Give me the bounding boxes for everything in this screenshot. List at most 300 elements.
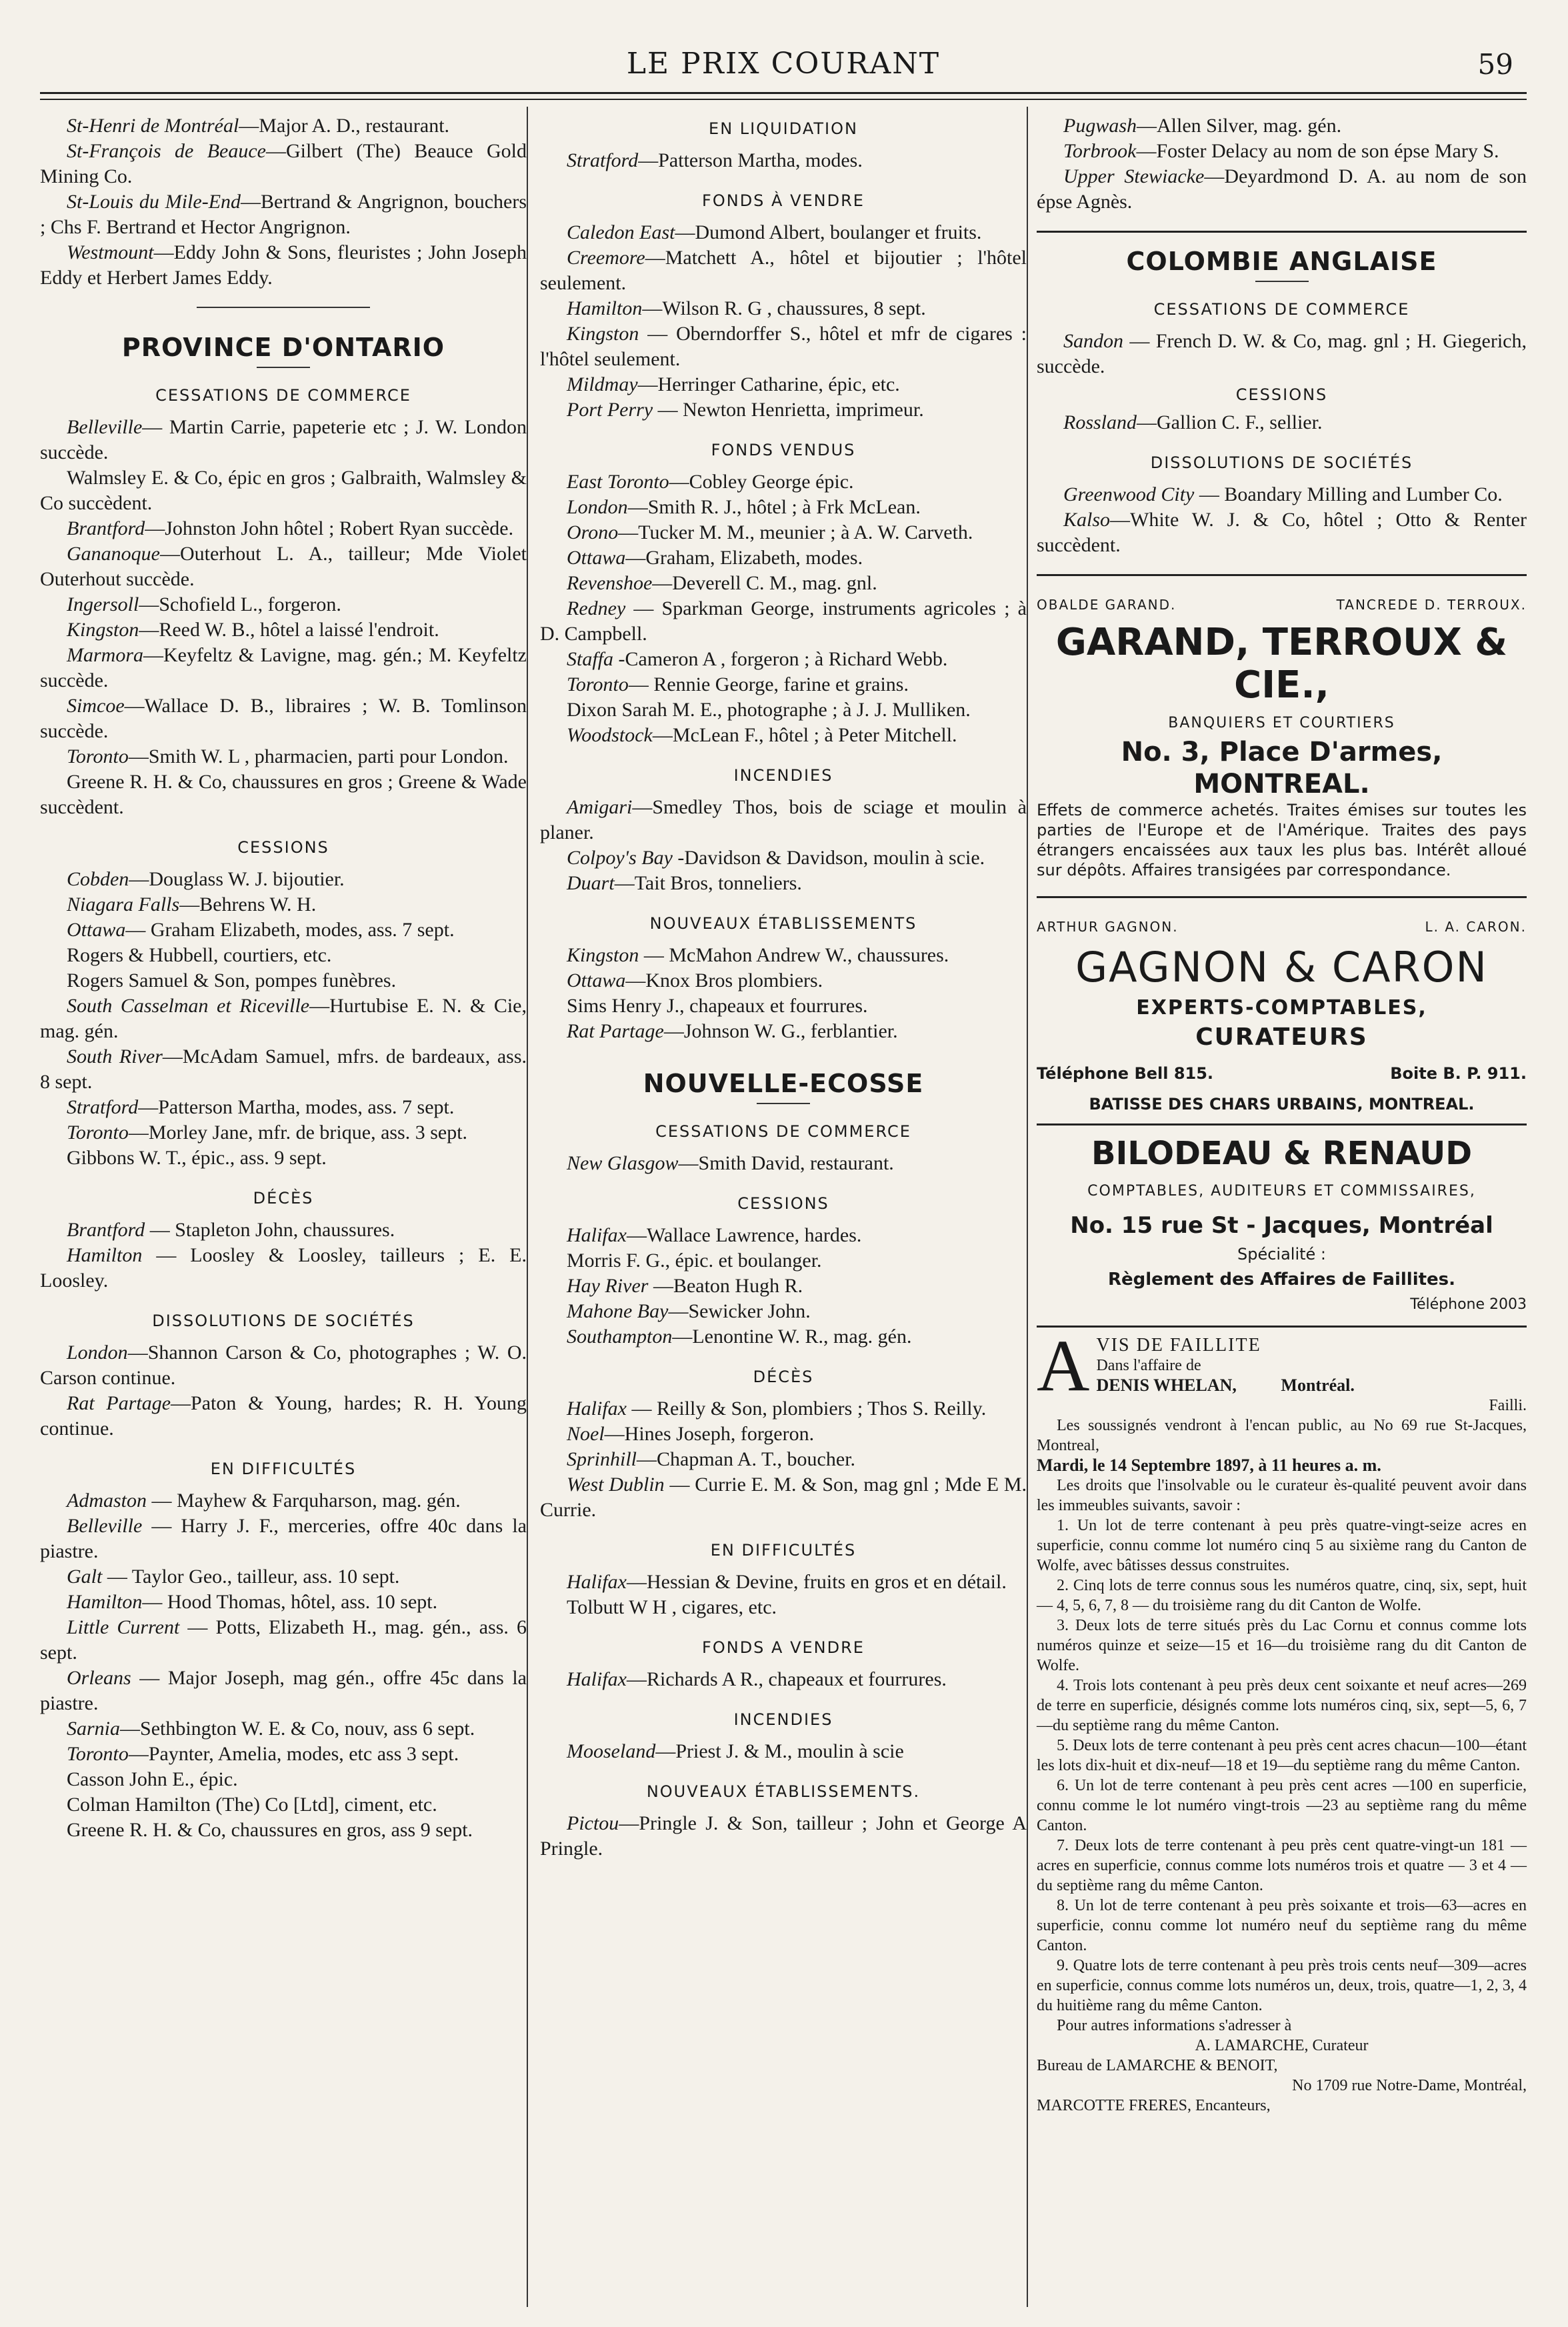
column-divider-2 (1027, 107, 1028, 2307)
listing-text: —Deyardmond D. A. au nom de son épse Agnès. (1037, 165, 1527, 213)
listing-place: Southampton (567, 1326, 673, 1348)
listing-entry (540, 296, 1027, 321)
listing-text: — Sparkman George, instruments agricoles ; à D. Campbell. (540, 597, 1027, 645)
listing-text: — Newton Henrietta, imprimeur. (653, 399, 924, 421)
listing-place: Ottawa (567, 547, 626, 569)
listing-entry (40, 1218, 527, 1243)
listing-entry (540, 1739, 1027, 1764)
listing-entry (40, 592, 527, 617)
listing-entry (540, 1274, 1027, 1299)
section-heading: FONDS A VENDRE (702, 1638, 865, 1657)
listing-place: Upper Stewiacke (1063, 165, 1205, 187)
listing-entry (1037, 482, 1527, 507)
listing-entry (540, 1248, 1027, 1274)
listing-entry (40, 1488, 527, 1514)
separator-rule (1037, 574, 1527, 576)
listing-entry (540, 647, 1027, 672)
section-heading: DÉCÈS (253, 1189, 314, 1208)
listing-place: Toronto (67, 745, 129, 767)
listing-place: Halifax (567, 1398, 627, 1420)
column-2 (540, 113, 1027, 1862)
listing-entry (40, 693, 527, 744)
listing-place: Kingston (567, 944, 639, 966)
avis-date: Mardi, le 14 Septembre 1897, à 11 heures a. m. (1037, 1456, 1381, 1475)
listing-place: Orleans (67, 1667, 131, 1689)
listing-text: —Behrens W. H. (179, 893, 317, 915)
listing-place: Toronto (67, 1743, 129, 1765)
listing-text: —Herringer Catharine, épic, etc. (637, 373, 900, 395)
section-heading: CESSATIONS DE COMMERCE (1153, 300, 1410, 319)
listing-place: Belleville (67, 416, 143, 438)
listing-place: Duart (567, 872, 615, 894)
listing-text: —White W. J. & Co, hôtel ; Otto & Renter succèdent. (1037, 509, 1527, 556)
listing-entry (40, 867, 527, 892)
listing-entry (540, 1447, 1027, 1472)
listing-place: Toronto (67, 1121, 129, 1143)
listing-text: —Tait Bros, tonneliers. (614, 872, 802, 894)
listing-text: —Major A. D., restaurant. (239, 115, 450, 137)
listing-text: —Priest J. & M., moulin à scie (655, 1740, 904, 1762)
listing-entry (40, 1742, 527, 1767)
listing-entry (540, 220, 1027, 245)
listing-text: — Oberndorffer S., hôtel et mfr de cigares : l'hôtel seulement. (540, 323, 1027, 370)
listing-entry (540, 545, 1027, 571)
listing-place: Mildmay (567, 373, 638, 395)
listing-text: —Matchett A., hôtel et bijoutier ; l'hôtel seulement. (540, 247, 1027, 294)
listing-text: Sims Henry J., chapeaux et fourrures. (567, 995, 868, 1017)
listing-place: Admaston (67, 1490, 147, 1512)
listing-text: — Hood Thomas, hôtel, ass. 10 sept. (142, 1591, 438, 1613)
section-heading: DÉCÈS (753, 1368, 814, 1386)
listing-entry (40, 113, 527, 139)
listing-entry (540, 469, 1027, 495)
partner-right: TANCREDE D. TERROUX. (1336, 597, 1527, 613)
section-heading: FONDS VENDUS (711, 441, 856, 459)
listing-place: Hay River (567, 1275, 649, 1297)
listing-place: New Glasgow (567, 1152, 679, 1174)
header-rule-2 (40, 99, 1527, 100)
section-heading: EN DIFFICULTÉS (710, 1541, 857, 1560)
partner-left: OBALDE GARAND. (1037, 597, 1177, 613)
listing-entry (540, 795, 1027, 845)
specialite-label: Spécialité : (1237, 1245, 1327, 1264)
listing-entry (40, 415, 527, 465)
listing-entry (40, 189, 527, 240)
firm-subtitle: EXPERTS-COMPTABLES, (1136, 996, 1427, 1019)
listing-place: Rat Partage (567, 1020, 664, 1042)
listing-place: London (567, 496, 628, 518)
firm-address: No. 3, Place D'armes, MONTREAL. (1121, 737, 1443, 799)
column-1 (40, 113, 527, 1843)
listing-text: —Richards A R., chapeaux et fourrures. (627, 1668, 947, 1690)
listing-text: Rogers & Hubbell, courtiers, etc. (67, 944, 332, 966)
listing-text: — Graham Elizabeth, modes, ass. 7 sept. (125, 919, 455, 941)
section-heading: DISSOLUTIONS DE SOCIÉTÉS (1150, 453, 1413, 472)
listing-text: — Stapleton John, chaussures. (145, 1219, 395, 1241)
listing-entry (540, 943, 1027, 968)
listing-place: South River (67, 1045, 163, 1067)
listing-text: — Mayhew & Farquharson, mag. gén. (147, 1490, 461, 1512)
listing-place: Galt (67, 1566, 103, 1588)
colombie-anglaise-heading: COLOMBIE ANGLAISE (1126, 247, 1437, 276)
lot-item: 4. Trois lots contenant à peu près deux cent soixante et neuf acres—269 de terre en superficie, désignés comme lots numéros cinq, six, sept—5, 6, 7—du septième rang du même Canton. (1037, 1677, 1527, 1734)
listing-place: Hamilton (567, 297, 643, 319)
listing-place: Sandon (1063, 330, 1123, 352)
listing-place: Toronto (567, 673, 629, 695)
listing-text: —Deverell C. M., mag. gnl. (652, 572, 877, 594)
listing-text: —McAdam Samuel, mfrs. de bardeaux, ass. 8 sept. (40, 1045, 527, 1093)
listing-place: Kingston (67, 619, 139, 641)
listing-entry (540, 372, 1027, 397)
listing-entry (540, 1299, 1027, 1324)
listing-place: Mahone Bay (567, 1300, 669, 1322)
listing-text: Colman Hamilton (The) Co [Ltd], ciment, etc. (67, 1794, 437, 1816)
partner-right: L. A. CARON. (1425, 919, 1527, 935)
listing-entry (40, 1514, 527, 1564)
listing-place: Brantford (67, 517, 145, 539)
listing-entry (40, 1590, 527, 1615)
listing-entry (40, 1095, 527, 1120)
listing-entry (40, 1044, 527, 1095)
section-heading: NOUVEAUX ÉTABLISSEMENTS. (646, 1782, 921, 1801)
listing-text: —Sethbington W. E. & Co, nouv, ass 6 sept. (120, 1718, 475, 1740)
listing-entry (540, 1151, 1027, 1176)
listing-text: —Eddy John & Sons, fleuristes ; John Joseph Eddy et Herbert James Eddy. (40, 241, 527, 289)
building-address: BATISSE DES CHARS URBAINS, MONTREAL. (1089, 1095, 1475, 1113)
listing-text: —Johnston John hôtel ; Robert Ryan succède. (145, 517, 514, 539)
phone-number: Téléphone Bell 815. (1037, 1064, 1214, 1083)
listing-entry (40, 993, 527, 1044)
listing-text: —Smith R. J., hôtel ; à Frk McLean. (627, 496, 921, 518)
specialite-text: Règlement des Affaires de Faillites. (1107, 1270, 1456, 1290)
listing-place: Amigari (567, 796, 633, 818)
failli-label: Failli. (1489, 1397, 1527, 1414)
listing-entry (540, 148, 1027, 173)
listing-place: Ingersoll (67, 593, 139, 615)
listing-text: — Rennie George, farine et grains. (628, 673, 909, 695)
listing-text: Walmsley E. & Co, épic en gros ; Galbraith, Walmsley & Co succèdent. (40, 467, 527, 514)
listing-place: Simcoe (67, 695, 125, 717)
listing-place: Staffa (567, 648, 614, 670)
listing-entry (540, 1570, 1027, 1595)
listing-text: —Douglass W. J. bijoutier. (129, 868, 345, 890)
firm-subtitle: BANQUIERS ET COURTIERS (1168, 715, 1395, 731)
lot-item: 9. Quatre lots de terre contenant à peu près trois cents neuf—309—acres en superficie, connus comme lots numéros un, deux, trois, quatre—1, 2, 3, 4 du huitième rang du même Canton. (1037, 1957, 1527, 2014)
listing-entry (540, 1396, 1027, 1422)
separator-rule (1037, 1326, 1527, 1328)
partner-names (1037, 592, 1527, 617)
listing-place: Brantford (67, 1219, 145, 1241)
listing-text: —Hines Joseph, forgeron. (604, 1423, 815, 1445)
signature: MARCOTTE FRERES, Encanteurs, (1037, 2097, 1271, 2114)
section-heading: INCENDIES (733, 1710, 833, 1729)
listing-place: Rat Partage (67, 1392, 171, 1414)
listing-entry (40, 1716, 527, 1742)
listing-entry (1037, 329, 1527, 379)
listing-place: Revenshoe (567, 572, 653, 594)
listing-text: Tolbutt W H , cigares, etc. (567, 1596, 777, 1618)
listing-text: Greene R. H. & Co, chaussures en gros, ass 9 sept. (67, 1819, 473, 1841)
listing-place: Orono (567, 521, 619, 543)
listing-text: —Schofield L., forgeron. (139, 593, 341, 615)
listing-entry (40, 917, 527, 943)
listing-text: —Pringle J. & Son, tailleur ; John et George A Pringle. (540, 1812, 1027, 1860)
listing-entry (40, 769, 527, 820)
short-rule (757, 1103, 810, 1104)
listing-place: Belleville (67, 1515, 143, 1537)
header-rule (40, 92, 1527, 94)
listing-place: Little Current (67, 1616, 180, 1638)
listing-text: —Smith W. L , pharmacien, parti pour London. (128, 745, 509, 767)
section-heading: CESSATIONS DE COMMERCE (655, 1122, 911, 1141)
listing-place: St-Henri de Montréal (67, 115, 239, 137)
listing-place: Hamilton (67, 1591, 143, 1613)
listing-entry (40, 465, 527, 516)
section-heading: EN DIFFICULTÉS (210, 1460, 357, 1478)
signature: Bureau de LAMARCHE & BENOIT, (1037, 2057, 1278, 2074)
listing-entry (540, 245, 1027, 296)
section-heading: INCENDIES (733, 766, 833, 785)
partner-names (1037, 914, 1527, 939)
listing-place: Kalso (1063, 509, 1111, 531)
avis-line: Dans l'affaire de (1096, 1357, 1201, 1374)
listing-entry (540, 845, 1027, 871)
listing-place: St-François de Beauce (67, 140, 266, 162)
section-heading: CESSATIONS DE COMMERCE (155, 386, 411, 405)
listing-place: Halifax (567, 1668, 627, 1690)
listing-entry (540, 993, 1027, 1019)
lot-item: 2. Cinq lots de terre connus sous les numéros quatre, cinq, six, sept, huit — 4, 5, 6, 7, 8 — du troisième rang du dit Canton de Wolfe. (1037, 1577, 1527, 1614)
listing-entry (540, 1324, 1027, 1350)
listing-place: Ottawa (567, 969, 626, 991)
section-heading: NOUVEAUX ÉTABLISSEMENTS (649, 914, 917, 933)
listing-text: — Reilly & Son, plombiers ; Thos S. Reilly. (627, 1398, 987, 1420)
signature: A. LAMARCHE, Curateur (1195, 2037, 1369, 2054)
contact-row (1037, 1061, 1527, 1086)
listing-entry (540, 697, 1027, 723)
section-heading: FONDS À VENDRE (702, 191, 865, 210)
drop-cap: A (1037, 1325, 1090, 1406)
listing-place: Port Perry (567, 399, 653, 421)
listing-text: — Taylor Geo., tailleur, ass. 10 sept. (102, 1566, 400, 1588)
listing-text: —Cobley George épic. (669, 471, 854, 493)
section-heading: CESSIONS (1235, 385, 1328, 404)
listing-place: Colpoy's Bay (567, 847, 673, 869)
listing-entry (40, 943, 527, 968)
listing-text: —Knox Bros plombiers. (625, 969, 823, 991)
listing-place: West Dublin (567, 1474, 665, 1496)
listing-text: —McLean F., hôtel ; à Peter Mitchell. (652, 724, 957, 746)
listing-entry (540, 495, 1027, 520)
lot-item: 7. Deux lots de terre contenant à peu près cent quatre-vingt-un 181 — acres en superficie, connus comme lots numéros trois et quatre — 3 et 4 — du septième rang du même Canton. (1037, 1837, 1527, 1894)
listing-place: Sarnia (67, 1718, 121, 1740)
listing-text: — Loosley & Loosley, tailleurs ; E. E. Loosley. (40, 1244, 527, 1292)
firm-name: BILODEAU & RENAUD (1091, 1135, 1473, 1172)
avis-title: VIS DE FAILLITE (1096, 1335, 1261, 1356)
listing-place: Noel (567, 1423, 605, 1445)
listing-text: — Currie E. M. & Son, mag gnl ; Mde E M. Currie. (540, 1474, 1027, 1521)
page-number: 59 (1477, 48, 1513, 81)
listing-place: St-Louis du Mile-End (67, 191, 241, 213)
column-3 (1037, 113, 1527, 2116)
listing-place: East Toronto (567, 471, 669, 493)
listing-entry (40, 617, 527, 643)
advertisement-garand-terroux (1037, 592, 1527, 880)
page-header (40, 47, 1527, 87)
firm-name: GARAND, TERROUX & CIE., (1055, 621, 1508, 707)
lot-item: 6. Un lot de terre contenant à peu près cent acres —100 en superficie, connu comme le lot numéro vingt-trois —23 au septième rang du même Canton. (1037, 1777, 1527, 1834)
listing-text: —Sewicker John. (668, 1300, 811, 1322)
listing-text: —Wallace D. B., libraires ; W. B. Tomlinson succède. (40, 695, 527, 742)
listing-place: Kingston (567, 323, 639, 345)
listing-text: —Tucker M. M., meunier ; à A. W. Carveth. (618, 521, 973, 543)
listing-text: —Paton & Young, hardes; R. H. Young continue. (40, 1392, 527, 1440)
listing-text: —Paynter, Amelia, modes, etc ass 3 sept. (128, 1743, 459, 1765)
listing-entry (540, 397, 1027, 423)
firm-subtitle-2: CURATEURS (1195, 1023, 1368, 1051)
partner-left: ARTHUR GAGNON. (1037, 919, 1179, 935)
listing-text: —Allen Silver, mag. gén. (1137, 115, 1342, 137)
listing-text: —Keyfeltz & Lavigne, mag. gén.; M. Keyfeltz succède. (40, 644, 527, 691)
listing-text: Gibbons W. T., épic., ass. 9 sept. (67, 1147, 327, 1169)
avis-paragraph: Les droits que l'insolvable ou le curateur ès-qualité peuvent avoir dans les immeubles suivants, savoir : (1037, 1477, 1527, 1514)
listing-text: —Patterson Martha, modes, ass. 7 sept. (138, 1096, 455, 1118)
listing-text: —Smith David, restaurant. (678, 1152, 894, 1174)
listing-entry (40, 541, 527, 592)
listing-text: —Outerhout L. A., tailleur; Mde Violet Outerhout succède. (40, 543, 527, 590)
listing-place: Gananoque (67, 543, 160, 565)
listing-place: Rossland (1063, 411, 1137, 433)
listing-text: —Beaton Hugh R. (648, 1275, 803, 1297)
listing-entry (540, 1595, 1027, 1620)
listing-text: —Chapman A. T., boucher. (637, 1448, 856, 1470)
listing-text: Rogers Samuel & Son, pompes funèbres. (67, 969, 397, 991)
listing-entry (40, 1666, 527, 1716)
listing-text: — Major Joseph, mag gén., offre 45c dans la piastre. (40, 1667, 527, 1714)
listing-place: Hamilton (67, 1244, 143, 1266)
listing-text: — Potts, Elizabeth H., mag. gén., ass. 6 sept. (40, 1616, 527, 1664)
listing-entry (40, 1615, 527, 1666)
listing-text: —Gallion C. F., sellier. (1137, 411, 1323, 433)
listing-entry (40, 1564, 527, 1590)
bankrupt-city: Montréal. (1281, 1376, 1355, 1395)
listing-place: South Casselman et Riceville (67, 995, 310, 1017)
listing-entry (540, 1422, 1027, 1447)
listing-entry (1037, 507, 1527, 558)
listing-place: Stratford (567, 149, 639, 171)
listing-entry (540, 1667, 1027, 1692)
listing-text: —Gilbert (The) Beauce Gold Mining Co. (40, 140, 527, 187)
listing-place: Pictou (567, 1812, 619, 1834)
lot-item: 1. Un lot de terre contenant à peu près quatre-vingt-seize acres en superficie, connu comme lot numéro cinq 5 au sixième rang du Canton de Wolfe, avec bâtisses dessus construites. (1037, 1517, 1527, 1574)
listing-place: Marmora (67, 644, 144, 666)
listing-entry (540, 571, 1027, 596)
lot-item: 3. Deux lots de terre situés près du Lac Cornu et connus comme lots numéros quinze et seize—15 et 16—du troisième rang du dit Canton de Wolfe. (1037, 1617, 1527, 1674)
listing-entry (40, 516, 527, 541)
listing-entry (40, 1818, 527, 1843)
listing-place: Stratford (67, 1096, 139, 1118)
avis-name-row (1037, 1376, 1527, 1396)
listing-entry (40, 1792, 527, 1818)
column-divider-1 (527, 107, 528, 2307)
nouvelle-ecosse-heading: NOUVELLE-ECOSSE (643, 1069, 924, 1098)
advertisement-bilodeau-renaud (1037, 1132, 1527, 1318)
listing-entry (40, 139, 527, 189)
listing-place: Mooseland (567, 1740, 656, 1762)
listing-place: Cobden (67, 868, 129, 890)
listing-place: Niagara Falls (67, 893, 180, 915)
section-heading: CESSIONS (737, 1194, 829, 1213)
page-title: LE PRIX COURANT (626, 47, 941, 81)
listing-place: Redney (567, 597, 626, 619)
listing-text: —Reed W. B., hôtel a laissé l'endroit. (139, 619, 439, 641)
listing-entry (540, 520, 1027, 545)
listing-place: Greenwood City (1063, 483, 1195, 505)
listing-entry (40, 968, 527, 993)
listing-entry (40, 892, 527, 917)
listing-text: — French D. W. & Co, mag. gnl ; H. Giegerich, succède. (1037, 330, 1527, 377)
listing-entry (540, 1472, 1027, 1523)
separator-rule (1037, 896, 1527, 898)
listing-place: Torbrook (1063, 140, 1137, 162)
listing-entry (1037, 164, 1527, 215)
avis-de-faillite (1037, 1325, 1527, 2116)
listing-entry (40, 1391, 527, 1442)
listing-text: —Bertrand & Angrignon, bouchers ; Chs F. Bertrand et Hector Angrignon. (40, 191, 527, 238)
separator-rule (1037, 231, 1527, 233)
listing-place: London (67, 1342, 128, 1364)
listing-place: Halifax (567, 1571, 627, 1593)
listing-entry (40, 240, 527, 291)
listing-entry (1037, 410, 1527, 435)
listing-place: Sprinhill (567, 1448, 637, 1470)
listing-place: Halifax (567, 1224, 627, 1246)
listing-text: —Lenontine W. R., mag. gén. (672, 1326, 912, 1348)
province-ontario-heading: PROVINCE D'ONTARIO (121, 333, 445, 362)
listing-entry (540, 1811, 1027, 1862)
listing-text: — Harry J. F., merceries, offre 40c dans la piastre. (40, 1515, 527, 1562)
listing-place: Westmount (67, 241, 154, 263)
lot-item: 8. Un lot de terre contenant à peu près soixante et trois—63—acres en superficie, connu comme lot numéro neuf du septième rang du même Canton. (1037, 1897, 1527, 1954)
listing-text: —Johnson W. G., ferblantier. (663, 1020, 898, 1042)
firm-address: No. 15 rue St - Jacques, Montréal (1070, 1212, 1493, 1239)
bankrupt-name: DENIS WHELAN, (1096, 1376, 1237, 1395)
listing-text: Casson John E., épic. (67, 1768, 238, 1790)
listing-place: Creemore (567, 247, 645, 269)
listing-text: —Hessian & Devine, fruits en gros et en détail. (627, 1571, 1007, 1593)
listing-text: —Graham, Elizabeth, modes. (625, 547, 863, 569)
phone-number: Téléphone 2003 (1410, 1296, 1527, 1313)
listing-entry (40, 1145, 527, 1171)
firm-subtitle: COMPTABLES, AUDITEURS ET COMMISSAIRES, (1087, 1183, 1476, 1200)
listing-text: — McMahon Andrew W., chaussures. (639, 944, 949, 966)
listing-entry (40, 1243, 527, 1294)
short-rule (257, 367, 310, 368)
listing-text: —Wilson R. G , chaussures, 8 sept. (642, 297, 926, 319)
avis-paragraph: Pour autres informations s'adresser à (1057, 2017, 1292, 2034)
listing-place: Pugwash (1063, 115, 1137, 137)
lot-item: 5. Deux lots de terre contenant à peu près cent acres chacun—100—étant les lots dix-huit et dix-neuf—18 et 19—du septième rang du même Canton. (1037, 1737, 1527, 1774)
listing-place: Caledon East (567, 221, 675, 243)
listing-entry (540, 968, 1027, 993)
listing-text: —Morley Jane, mfr. de brique, ass. 3 sept. (128, 1121, 468, 1143)
signature: No 1709 rue Notre-Dame, Montréal, (1292, 2077, 1527, 2094)
listing-entry (40, 1767, 527, 1792)
listing-entry (540, 1223, 1027, 1248)
listing-text: -Davidson & Davidson, moulin à scie. (672, 847, 985, 869)
listing-text: — Boandary Milling and Lumber Co. (1194, 483, 1503, 505)
listing-entry (540, 871, 1027, 896)
